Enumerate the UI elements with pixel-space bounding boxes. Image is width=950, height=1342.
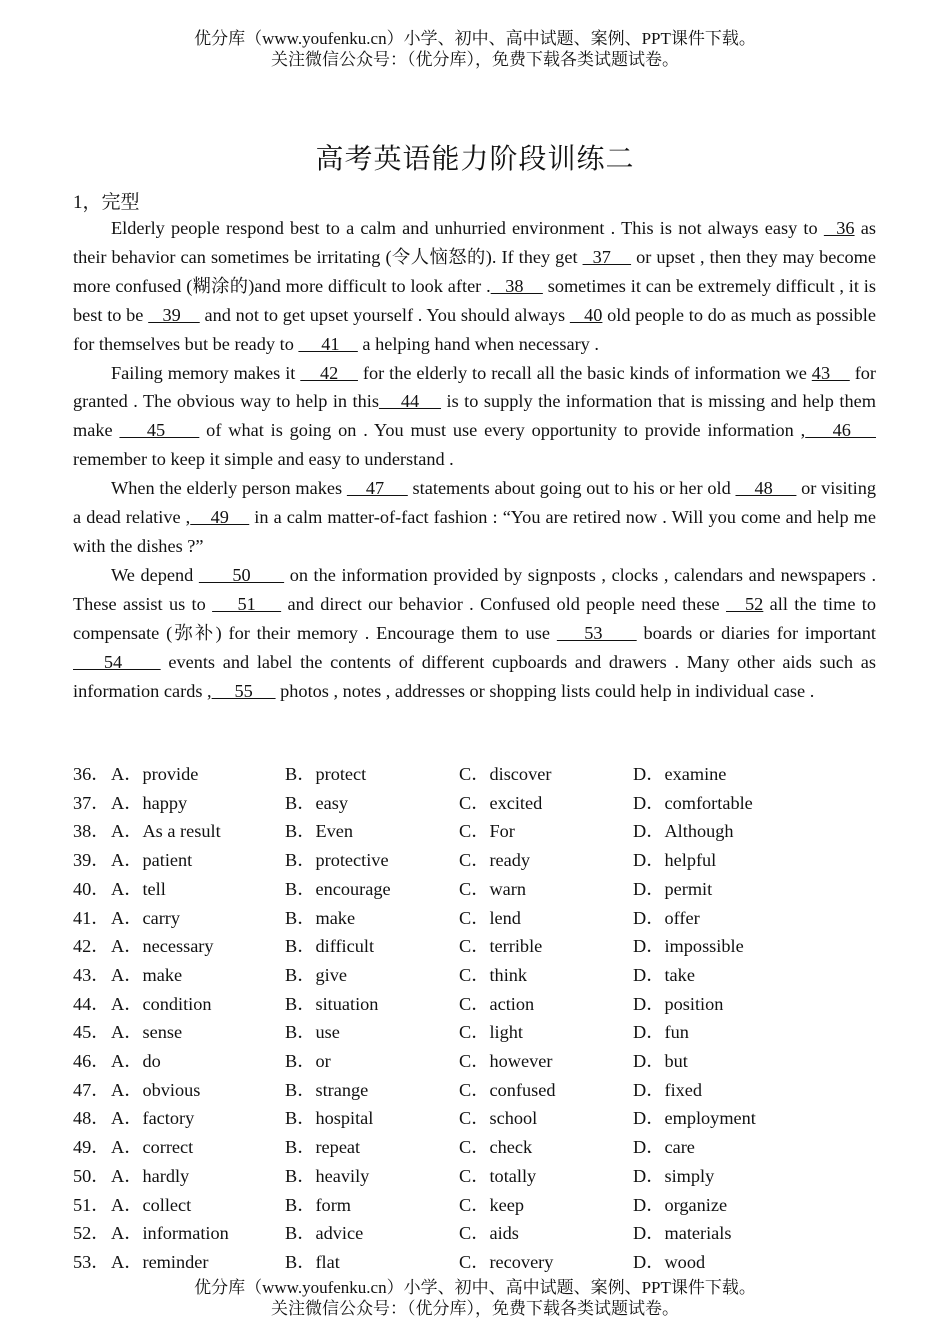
option-c: C．however <box>459 1051 553 1071</box>
blank: 54 <box>73 651 161 672</box>
option-d: D．offer <box>633 907 700 928</box>
blank: 49 <box>190 507 250 528</box>
question-row <box>73 1248 876 1277</box>
blank: 50 <box>198 564 285 585</box>
header-line-1: 优分库（www.youfenku.cn）小学、初中、高中试题、案例、PPT课件下载。 <box>194 29 756 48</box>
option-a: A．information <box>111 1223 229 1244</box>
option-c: C．discover <box>459 764 552 784</box>
option-c: C．light <box>459 1022 523 1043</box>
cloze-passage <box>73 214 876 705</box>
question-number: 50． <box>73 1165 110 1186</box>
blank: 41 <box>298 333 358 354</box>
option-a: A．carry <box>111 907 181 928</box>
question-number: 44． <box>73 993 110 1014</box>
option-d: D．take <box>633 964 695 985</box>
option-d: D．comfortable <box>633 792 753 813</box>
question-number: 36． <box>73 764 110 784</box>
option-a: A．As a result <box>111 821 221 842</box>
option-c: C．excited <box>459 792 543 813</box>
passage-paragraph: Elderly people respond best to a calm and unhurried environment . This is not always easy to 36 as their behavior can sometimes be irritating (令人恼怒的). If they get 37 or upset , then they may become more confused (糊涂的)and more difficult to look after . 38 sometimes it can be extremely difficult , it is best to be 39 and not to get upset yourself . You should always 40 old people to do as much as possible for themselves but be ready to 41 a helping hand when necessary . <box>73 218 876 354</box>
question-number: 43． <box>73 964 110 985</box>
option-c: C．keep <box>459 1194 524 1215</box>
question-number: 39． <box>73 850 110 871</box>
passage-paragraph: When the elderly person makes 47 statements about going out to his or her old 48 or visiting a dead relative , 49 in a calm matter-of-fact fashion : “You are retired now . Will you come and help me with the dishes ?” <box>73 478 877 556</box>
option-a: A．necessary <box>111 936 214 957</box>
question-row <box>73 1018 876 1047</box>
footer-line-2: 关注微信公众号：（优分库），免费下载各类试题试卷。 <box>271 1299 679 1318</box>
question-row <box>73 1076 876 1105</box>
option-d: D．examine <box>633 764 727 784</box>
question-row <box>73 961 876 990</box>
option-d: D．helpful <box>633 850 717 871</box>
question-row <box>73 1133 876 1162</box>
footer-line-1: 优分库（www.youfenku.cn）小学、初中、高中试题、案例、PPT课件下载。 <box>194 1278 756 1297</box>
option-d: D．fixed <box>633 1079 703 1100</box>
option-d: D．organize <box>633 1194 728 1215</box>
option-c: C．ready <box>459 850 531 871</box>
blank: 38 <box>490 275 543 296</box>
blank: 55 <box>211 680 276 701</box>
option-d: D．materials <box>633 1223 732 1244</box>
question-row <box>73 1047 876 1076</box>
question-row <box>73 875 876 904</box>
option-b: B．advice <box>285 1223 364 1244</box>
question-number: 40． <box>73 878 110 899</box>
blank: 40 <box>569 304 603 325</box>
option-b: B．easy <box>285 792 348 813</box>
option-b: B．difficult <box>285 936 375 957</box>
option-b: B．encourage <box>285 878 391 899</box>
option-c: C．warn <box>459 878 527 899</box>
option-a: A．make <box>111 964 183 985</box>
option-c: C．check <box>459 1137 533 1158</box>
option-b: B．heavily <box>285 1165 370 1186</box>
question-row <box>73 932 876 961</box>
option-a: A．condition <box>111 993 212 1014</box>
blank: 48 <box>735 478 797 499</box>
option-c: C．think <box>459 964 528 985</box>
option-a: A．factory <box>111 1108 195 1129</box>
blank: 37 <box>582 246 632 267</box>
option-c: C．lend <box>459 907 521 928</box>
option-c: C．terrible <box>459 936 543 957</box>
option-a: A．hardly <box>111 1165 190 1186</box>
option-c: C．totally <box>459 1165 537 1186</box>
question-row <box>73 904 876 933</box>
page-footer <box>0 1277 950 1319</box>
option-d: D．simply <box>633 1165 715 1186</box>
question-row <box>73 760 876 789</box>
blank: 36 <box>823 218 855 238</box>
option-b: B．make <box>285 907 356 928</box>
passage-paragraph: We depend 50 on the information provided by signposts , clocks , calendars and newspapers . These assist us to 51 and direct our behavior . Confused old people need these 52 all the time to compensate (弥补) for their memory . Encourage them to use 53 boards or diaries for important 54 events and label the contents of different cupboards and drawers . Many other aids such as information cards , 55 photos , notes , addresses or shopping lists could help in individual case . <box>73 564 877 701</box>
question-number: 37． <box>73 792 110 813</box>
option-a: A．happy <box>111 792 188 813</box>
option-a: A．do <box>111 1051 161 1071</box>
question-row <box>73 990 876 1019</box>
option-a: A．obvious <box>111 1079 201 1100</box>
option-c: C．school <box>459 1108 538 1129</box>
page-header <box>0 28 950 70</box>
option-b: B．use <box>285 1022 340 1043</box>
question-number: 51． <box>73 1194 110 1215</box>
option-d: D．position <box>633 993 724 1014</box>
blank: 45 <box>119 420 200 441</box>
option-b: B．form <box>285 1194 352 1215</box>
question-number: 53． <box>73 1251 110 1272</box>
option-a: A．tell <box>111 878 166 899</box>
option-d: D．permit <box>633 878 713 899</box>
option-a: A．provide <box>111 764 199 784</box>
option-a: A．collect <box>111 1194 192 1215</box>
option-d: D．impossible <box>633 936 744 957</box>
option-b: B．give <box>285 964 347 985</box>
question-row <box>73 1104 876 1133</box>
question-row <box>73 1162 876 1191</box>
question-number: 38． <box>73 821 110 842</box>
option-d: D．care <box>633 1137 695 1158</box>
option-c: C．aids <box>459 1223 519 1244</box>
question-number: 49． <box>73 1137 110 1158</box>
section-label: 1，完型 <box>73 192 140 213</box>
option-b: B．repeat <box>285 1137 361 1158</box>
option-a: A．reminder <box>111 1251 209 1272</box>
question-row <box>73 1219 876 1248</box>
option-d: D．fun <box>633 1022 689 1043</box>
option-b: B．protective <box>285 850 389 871</box>
blank: 39 <box>148 304 200 325</box>
option-a: A．correct <box>111 1137 194 1158</box>
blank: 52 <box>726 593 764 614</box>
question-number: 41． <box>73 907 110 928</box>
option-c: C．action <box>459 993 535 1014</box>
question-row <box>73 789 876 818</box>
question-number: 47． <box>73 1079 110 1100</box>
option-d: D．Although <box>633 821 734 842</box>
option-d: D．but <box>633 1051 688 1071</box>
passage-paragraph: Failing memory makes it 42 for the elderly to recall all the basic kinds of information we 43 for granted . The obvious way to help in this 44 is to supply the information that is missing and help them make 45 of what is going on . You must use every opportunity to provide information , 46 remember to keep it simple and easy to understand . <box>73 362 877 470</box>
header-line-2: 关注微信公众号：（优分库），免费下载各类试题试卷。 <box>271 50 679 69</box>
page-title: 高考英语能力阶段训练二 <box>315 144 635 175</box>
question-number: 42． <box>73 936 110 957</box>
option-c: C．For <box>459 821 515 842</box>
option-c: C．recovery <box>459 1251 554 1272</box>
option-d: D．wood <box>633 1251 706 1272</box>
question-row <box>73 817 876 846</box>
option-d: D．employment <box>633 1108 756 1129</box>
blank: 47 <box>346 478 408 499</box>
question-number: 45． <box>73 1022 110 1043</box>
question-number: 46． <box>73 1051 110 1071</box>
option-a: A．patient <box>111 850 193 871</box>
question-row <box>73 846 876 875</box>
blank: 42 <box>300 362 358 383</box>
blank: 44 <box>378 391 442 412</box>
option-b: B．strange <box>285 1079 369 1100</box>
option-b: B．protect <box>285 764 367 784</box>
option-b: B．or <box>285 1051 331 1071</box>
option-b: B．flat <box>285 1251 340 1272</box>
option-a: A．sense <box>111 1022 183 1043</box>
option-b: B．hospital <box>285 1108 374 1129</box>
option-c: C．confused <box>459 1079 556 1100</box>
blank: 51 <box>212 593 282 614</box>
blank: 53 <box>556 622 637 643</box>
blank: 46 <box>805 420 876 441</box>
question-row <box>73 1191 876 1220</box>
option-b: B．Even <box>285 821 354 842</box>
blank: 43 <box>811 362 850 383</box>
option-b: B．situation <box>285 993 379 1014</box>
question-number: 52． <box>73 1223 110 1244</box>
question-number: 48． <box>73 1108 110 1129</box>
